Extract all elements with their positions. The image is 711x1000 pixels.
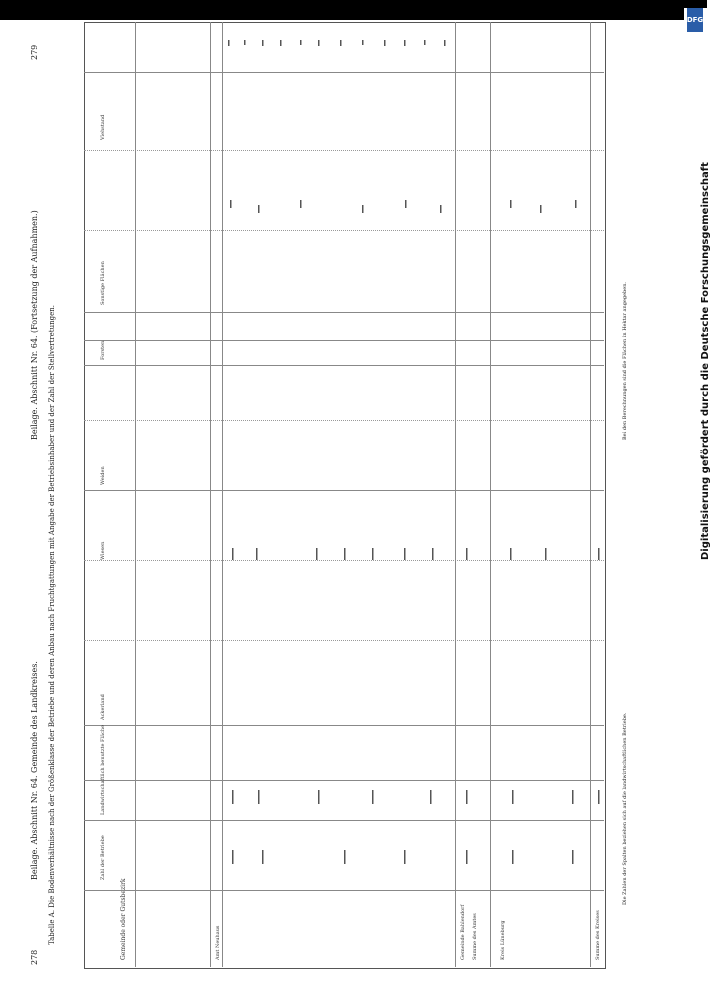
stub-row-5: Summe des Kreises <box>595 910 601 960</box>
dfg-logo: DFG <box>687 8 703 32</box>
col-group-weiden: Weiden <box>100 466 106 485</box>
page-number-left: 278 <box>30 949 39 965</box>
table-title: Tabelle A. Die Bodenverhältnisse nach der Größenklasse der Betriebe und deren Anbau nach Fruchtgattungen mit Angabe der Betriebsinhaber und der Zahl der Stellvertretungen. <box>48 305 56 945</box>
stub-heading: Gemeinde oder Gutsbezirk <box>120 878 127 960</box>
stub-row-1: Amt Neuhaus <box>215 925 221 960</box>
running-header-right: Beilage. Abschnitt Nr. 64. (Fortsetzung der Aufnahmen.) <box>30 210 39 440</box>
col-group-vieh: Viehstand <box>100 114 106 140</box>
footnote-left: Die Zahlen der Spalten beziehen sich auf die landwirtschaftlichen Betriebe. <box>622 712 628 905</box>
col-group-forsten: Forsten <box>100 340 106 360</box>
col-group-betriebe: Zahl der Betriebe <box>100 835 106 880</box>
col-group-acker: Ackerland <box>100 694 106 720</box>
col-group-sonstige: Sonstige Flächen <box>100 261 106 305</box>
stub-row-3: Summe des Amtes <box>472 913 478 960</box>
stub-row-2: Gemeinde Bahlendorf <box>460 904 466 960</box>
dfg-watermark-text: Digitalisierung gefördert durch die Deutsche Forschungsgemeinschaft <box>700 162 711 560</box>
page-number-right: 279 <box>30 44 39 60</box>
stub-row-4: Kreis Lüneburg <box>500 920 506 960</box>
col-group-wiesen: Wiesen <box>100 541 106 560</box>
running-header-left: Beilage. Abschnitt Nr. 64. Gemeinde des Landkreises. <box>30 661 39 880</box>
footnote-right: Bei den Berechnungen sind die Flächen in Hektar angegeben. <box>622 281 628 440</box>
col-group-flaeche: Landwirtschaftlich benutzte Fläche <box>100 724 106 815</box>
